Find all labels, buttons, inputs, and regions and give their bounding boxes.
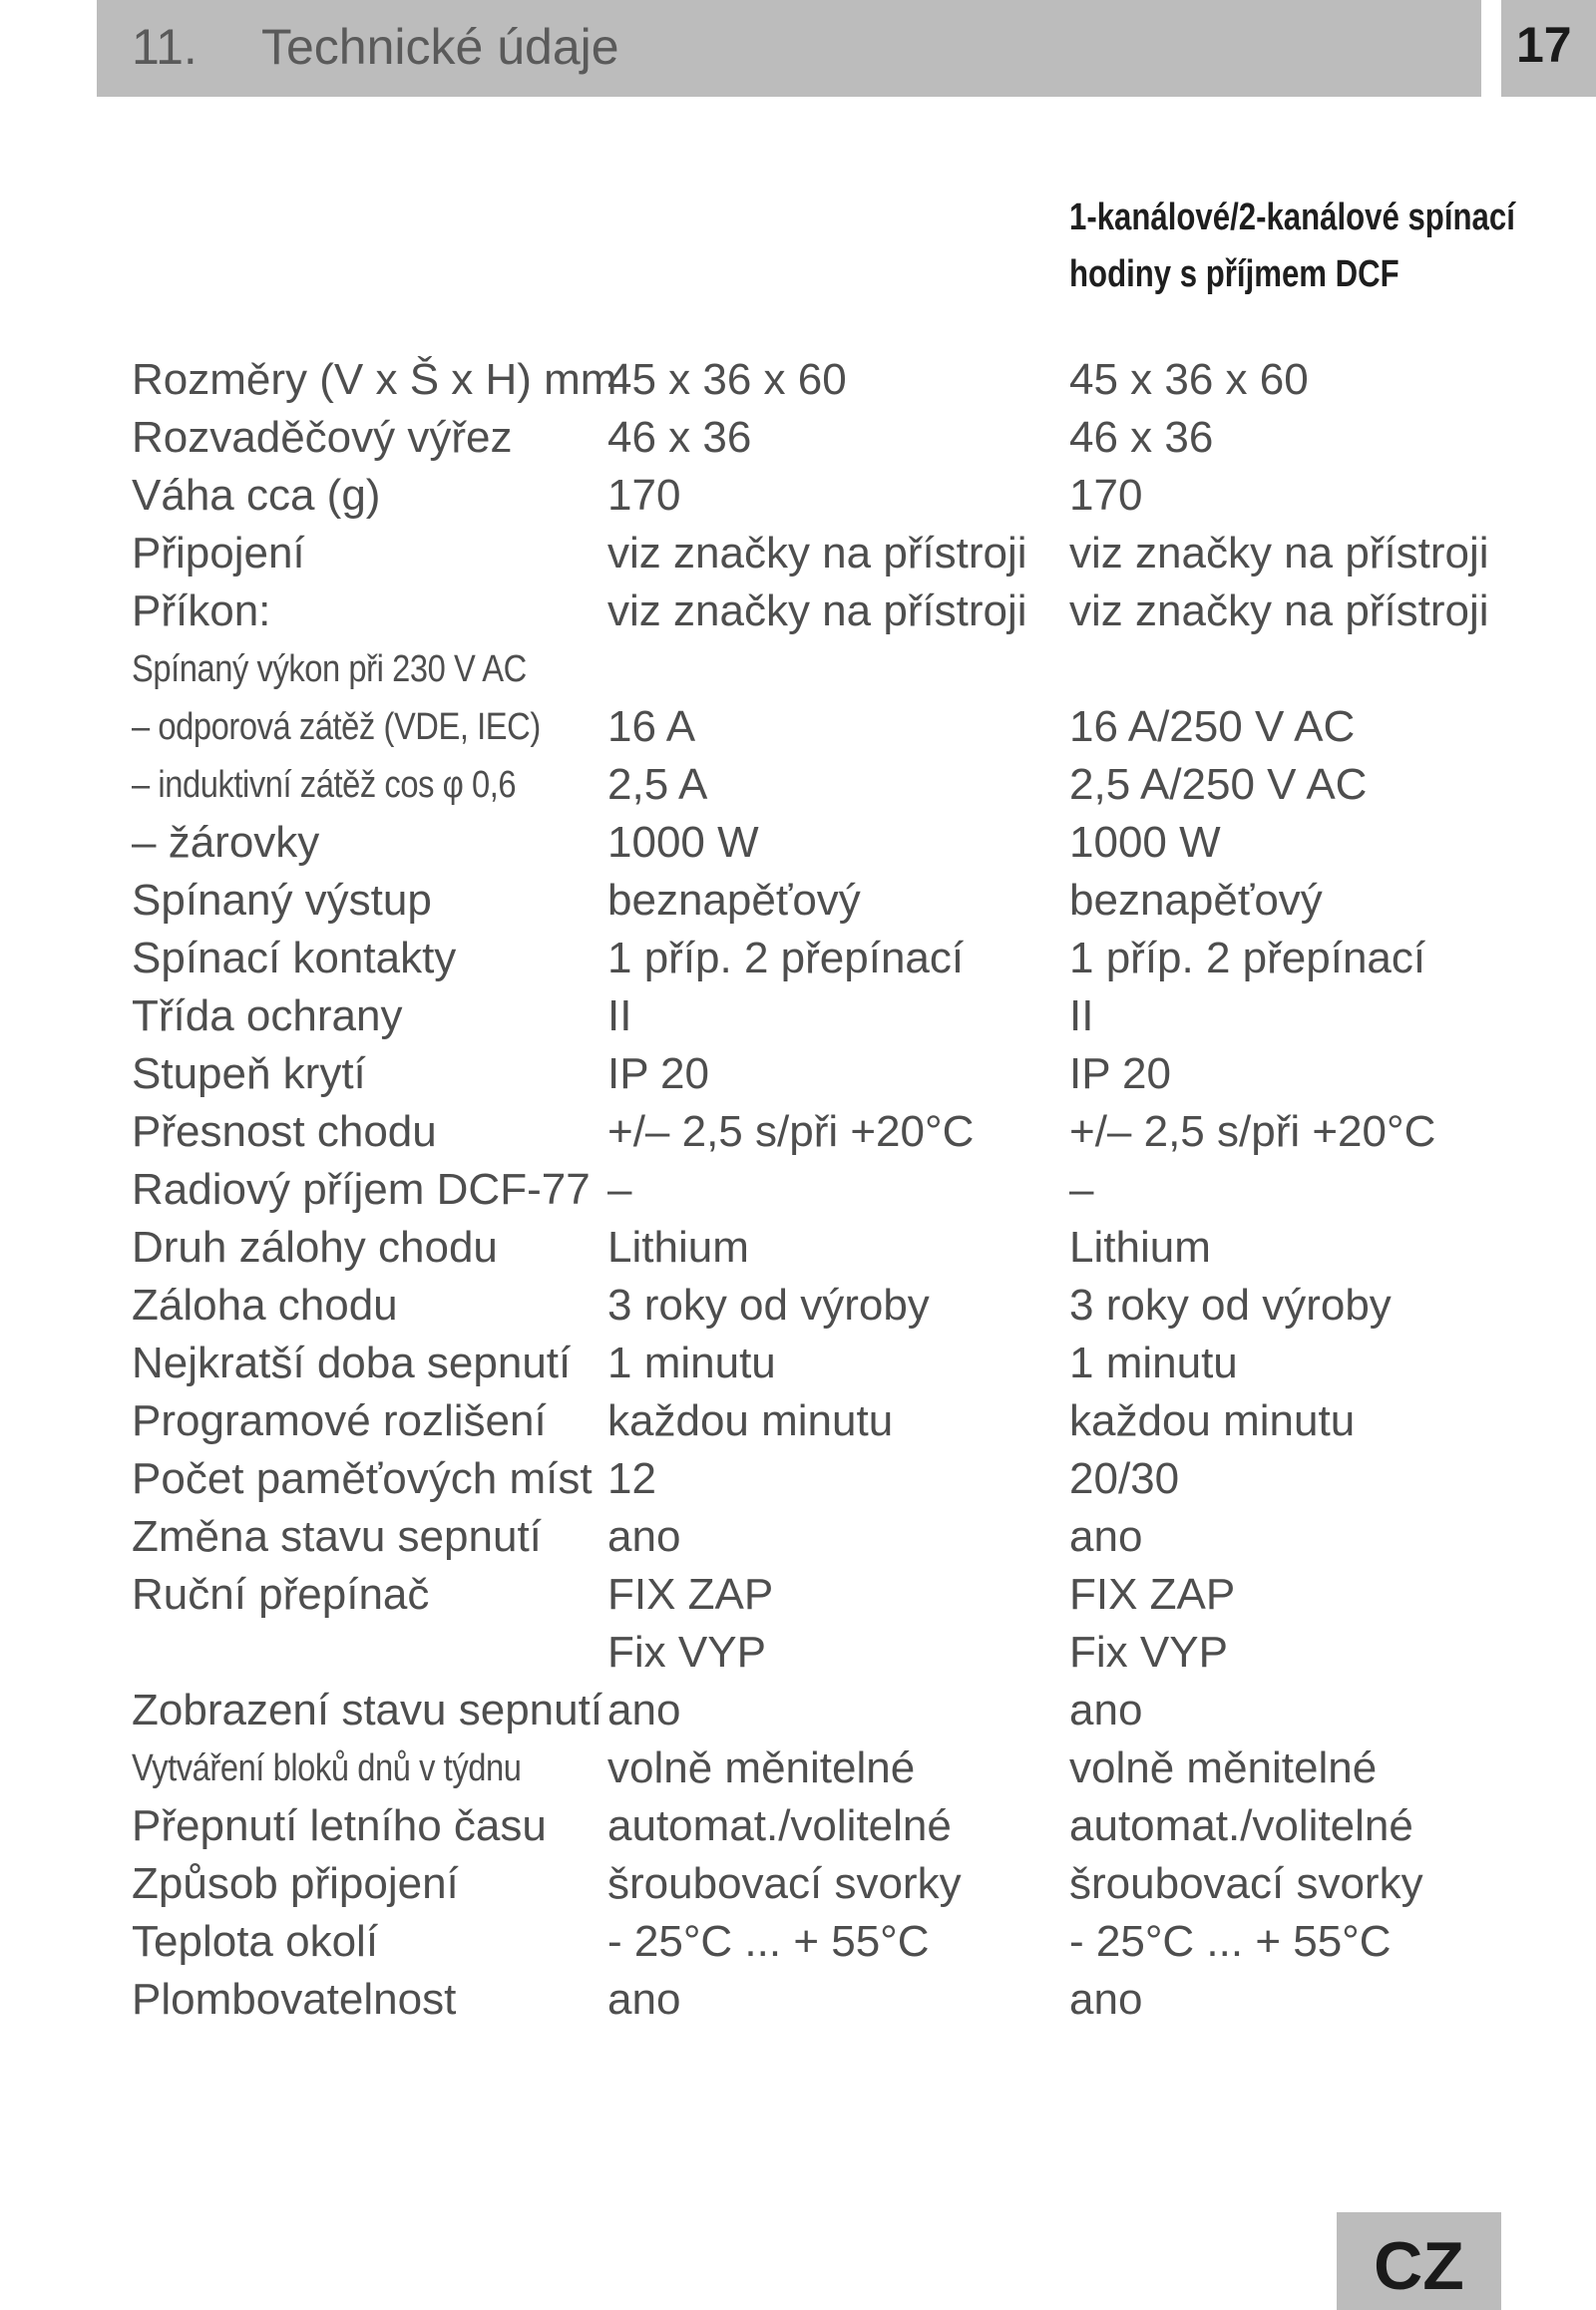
spec-value-column-1: 1 minutu [607, 1339, 776, 1387]
spec-value-column-2: - 25°C ... + 55°C [1069, 1917, 1392, 1966]
spec-label: Přepnutí letního času [132, 1801, 547, 1850]
spec-row [132, 987, 1568, 1045]
spec-value-column-1: FIX ZAP [607, 1570, 774, 1619]
spec-value-column-2: beznapěťový [1069, 876, 1323, 925]
section-number: 11. [132, 19, 198, 75]
spec-row [132, 1739, 1568, 1797]
spec-row [132, 409, 1568, 467]
spec-value-column-1: 1 příp. 2 přepínací [607, 934, 965, 982]
spec-value-column-2: viz značky na přístroji [1069, 529, 1489, 578]
spec-label: Nejkratší doba sepnutí [132, 1339, 572, 1387]
spec-value-column-1: 3 roky od výroby [607, 1281, 930, 1330]
spec-row [132, 1971, 1568, 2029]
spec-row [132, 1566, 1568, 1624]
spec-value-column-2: 170 [1069, 471, 1143, 520]
spec-label: Váha cca (g) [132, 471, 381, 520]
spec-value-column-2: 45 x 36 x 60 [1069, 355, 1309, 404]
spec-label: Vytváření bloků dnů v týdnu [132, 1747, 522, 1789]
spec-row [132, 1797, 1568, 1855]
spec-value-column-2: volně měnitelné [1069, 1743, 1378, 1792]
spec-value-column-1: IP 20 [607, 1049, 709, 1098]
spec-value-column-1: +/– 2,5 s/při +20°C [607, 1107, 975, 1156]
spec-value-column-1: 45 x 36 x 60 [607, 355, 847, 404]
spec-value-column-2: ano [1069, 1975, 1143, 2024]
spec-row [132, 1335, 1568, 1392]
spec-value-column-2: FIX ZAP [1069, 1570, 1236, 1619]
spec-value-column-1: beznapěťový [607, 876, 861, 925]
spec-value-column-2: ano [1069, 1686, 1143, 1734]
spec-value-column-1: viz značky na přístroji [607, 586, 1027, 635]
spec-row [132, 698, 1568, 756]
spec-row [132, 640, 1568, 698]
spec-label: Příkon: [132, 586, 271, 635]
spec-row [132, 930, 1568, 987]
section-title-text: Technické údaje [261, 19, 619, 75]
spec-label: Změna stavu sepnutí [132, 1512, 542, 1561]
spec-value-column-2: 3 roky od výroby [1069, 1281, 1392, 1330]
spec-row [132, 1682, 1568, 1739]
spec-row [132, 872, 1568, 930]
spec-label: Rozvaděčový výřez [132, 413, 513, 462]
spec-value-column-1: automat./volitelné [607, 1801, 952, 1850]
spec-label: Plombovatelnost [132, 1975, 457, 2024]
spec-value-column-2: 2,5 A/250 V AC [1069, 760, 1368, 809]
spec-row [132, 1855, 1568, 1913]
spec-label: Spínaný výkon při 230 V AC [132, 648, 527, 690]
spec-label: Způsob připojení [132, 1859, 459, 1908]
column-header-line1: 1-kanálové/2-kanálové spínací [1069, 196, 1515, 238]
spec-row [132, 756, 1568, 814]
spec-value-column-2: každou minutu [1069, 1396, 1356, 1445]
spec-label: Druh zálohy chodu [132, 1223, 498, 1272]
spec-value-column-1: II [607, 991, 632, 1040]
spec-row [132, 1508, 1568, 1566]
spec-value-column-2: II [1069, 991, 1094, 1040]
spec-value-column-2: 1 minutu [1069, 1339, 1238, 1387]
column-header-line2: hodiny s příjmem DCF [1069, 253, 1399, 295]
spec-label: – induktivní zátěž cos φ 0,6 [132, 764, 517, 806]
spec-value-column-1: viz značky na přístroji [607, 529, 1027, 578]
spec-row [132, 1161, 1568, 1219]
spec-label: Spínací kontakty [132, 934, 457, 982]
spec-label: – odporová zátěž (VDE, IEC) [132, 706, 541, 748]
spec-row [132, 814, 1568, 872]
spec-value-column-2: IP 20 [1069, 1049, 1171, 1098]
spec-value-column-1: šroubovací svorky [607, 1859, 962, 1908]
spec-value-column-1: – [607, 1165, 632, 1214]
spec-value-column-2: automat./volitelné [1069, 1801, 1413, 1850]
section-title [132, 18, 619, 76]
spec-value-column-1: volně měnitelné [607, 1743, 916, 1792]
spec-value-column-1: 46 x 36 [607, 413, 752, 462]
column-header [1069, 190, 1515, 303]
spec-label: Připojení [132, 529, 305, 578]
spec-label: Zobrazení stavu sepnutí [132, 1686, 603, 1734]
spec-value-column-2: šroubovací svorky [1069, 1859, 1423, 1908]
spec-label: Třída ochrany [132, 991, 403, 1040]
language-code: CZ [1374, 2228, 1464, 2304]
spec-value-column-1: každou minutu [607, 1396, 894, 1445]
spec-value-column-1: 16 A [607, 702, 696, 751]
spec-row [132, 351, 1568, 409]
spec-value-column-2: 46 x 36 [1069, 413, 1214, 462]
spec-value-column-2: ano [1069, 1512, 1143, 1561]
spec-row [132, 467, 1568, 525]
spec-label: – žárovky [132, 818, 320, 867]
spec-row [132, 1277, 1568, 1335]
spec-value-column-2: 16 A/250 V AC [1069, 702, 1356, 751]
spec-label: Stupeň krytí [132, 1049, 366, 1098]
spec-value-column-2: Lithium [1069, 1223, 1211, 1272]
spec-value-column-1: 170 [607, 471, 681, 520]
spec-label: Teplota okolí [132, 1917, 379, 1966]
spec-label: Rozměry (V x Š x H) mm [132, 355, 617, 404]
spec-value-column-1: ano [607, 1975, 681, 2024]
spec-row [132, 525, 1568, 582]
spec-value-column-2: Fix VYP [1069, 1628, 1228, 1677]
spec-row [132, 1450, 1568, 1508]
spec-value-column-1: 1000 W [607, 818, 759, 867]
spec-row [132, 1913, 1568, 1971]
spec-value-column-1: ano [607, 1512, 681, 1561]
spec-value-column-2: 20/30 [1069, 1454, 1180, 1503]
spec-value-column-2: +/– 2,5 s/při +20°C [1069, 1107, 1436, 1156]
spec-value-column-1: Fix VYP [607, 1628, 766, 1677]
spec-row [132, 1219, 1568, 1277]
page-number: 17 [1516, 17, 1572, 73]
spec-row [132, 1045, 1568, 1103]
spec-label: Přesnost chodu [132, 1107, 437, 1156]
spec-label: Ruční přepínač [132, 1570, 430, 1619]
spec-value-column-1: 2,5 A [607, 760, 708, 809]
spec-value-column-1: 12 [607, 1454, 656, 1503]
spec-value-column-1: - 25°C ... + 55°C [607, 1917, 930, 1966]
spec-value-column-2: 1 příp. 2 přepínací [1069, 934, 1426, 982]
spec-row [132, 1392, 1568, 1450]
spec-value-column-2: viz značky na přístroji [1069, 586, 1489, 635]
spec-row [132, 1103, 1568, 1161]
spec-value-column-2: – [1069, 1165, 1094, 1214]
spec-table [132, 351, 1568, 2029]
spec-value-column-1: Lithium [607, 1223, 749, 1272]
spec-value-column-2: 1000 W [1069, 818, 1221, 867]
spec-row [132, 582, 1568, 640]
spec-label: Radiový příjem DCF-77 [132, 1165, 591, 1214]
spec-row [132, 1624, 1568, 1682]
spec-label: Programové rozlišení [132, 1396, 547, 1445]
spec-label: Počet paměťových míst [132, 1454, 593, 1503]
spec-label: Záloha chodu [132, 1281, 398, 1330]
spec-label: Spínaný výstup [132, 876, 432, 925]
spec-value-column-1: ano [607, 1686, 681, 1734]
